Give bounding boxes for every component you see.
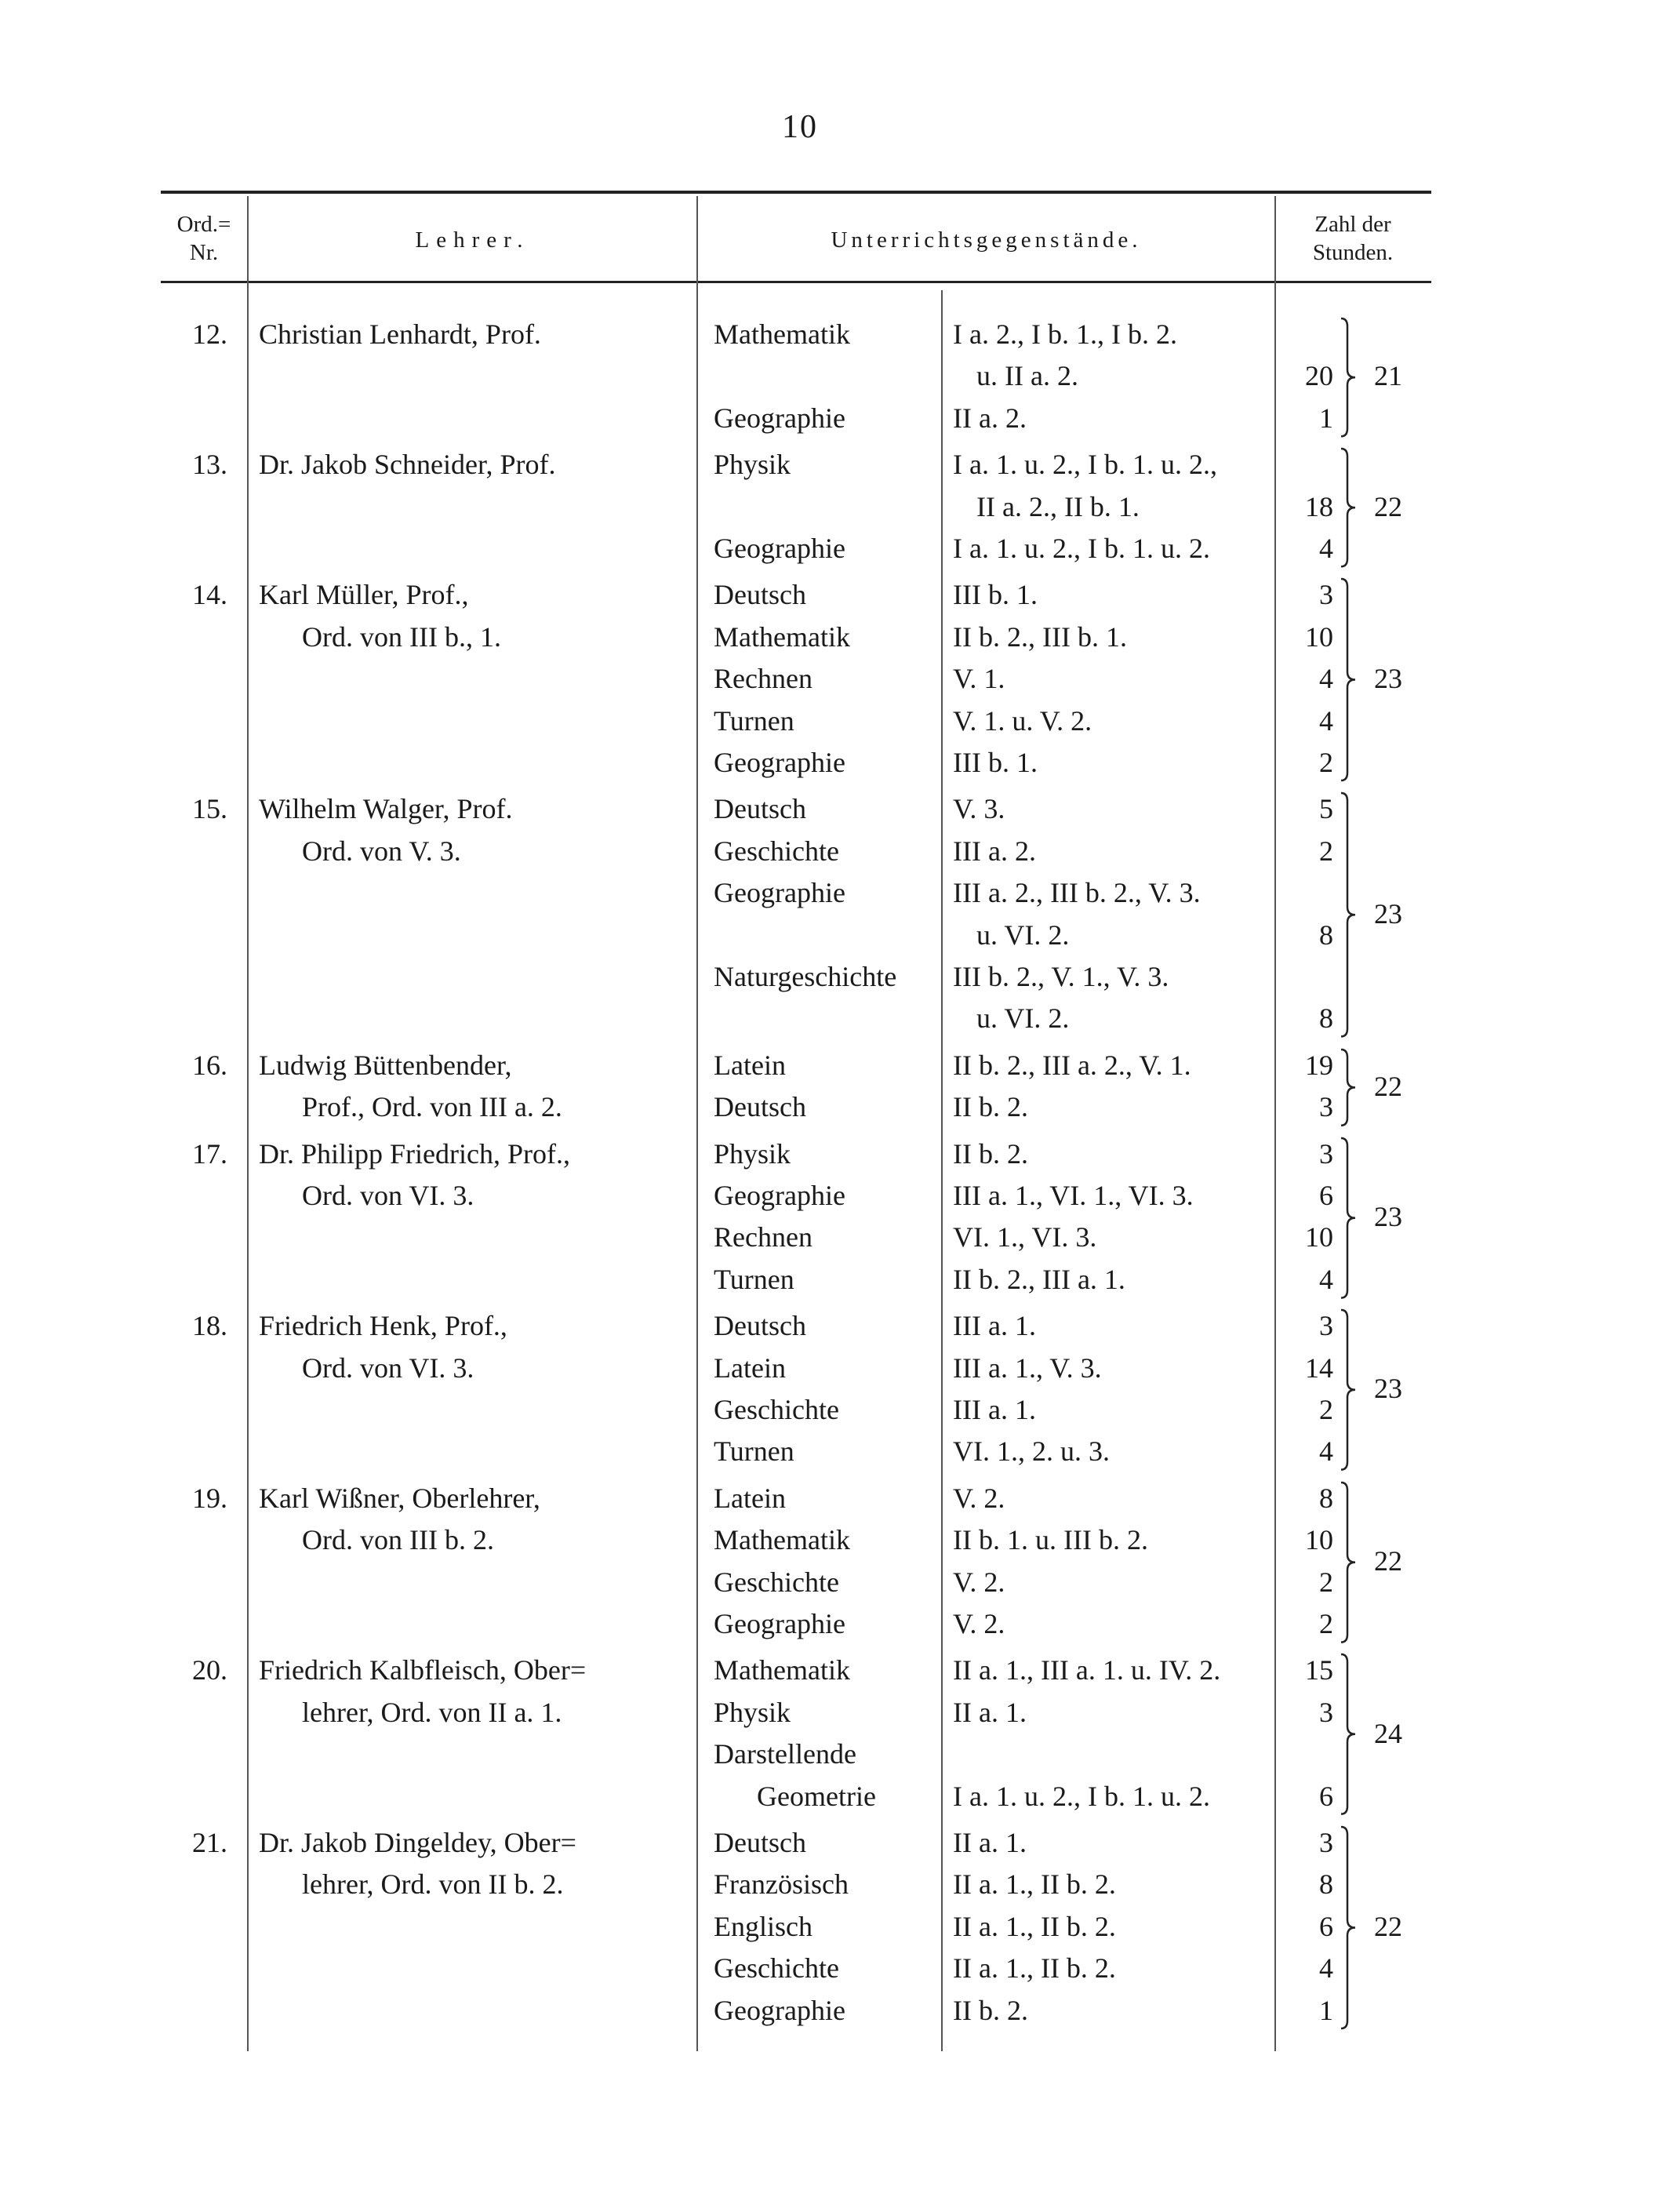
class-list: II b. 2., III a. 2., V. 1. [953, 1049, 1191, 1081]
hours-value: 6 [1319, 1910, 1333, 1942]
class-list: II a. 1., II b. 2. [953, 1910, 1116, 1942]
entry-number: 16. [192, 1049, 227, 1081]
subject: Physik [714, 1696, 791, 1728]
class-list: u. VI. 2. [976, 1002, 1070, 1035]
header-teacher: Lehrer. [415, 227, 530, 253]
hours-value: 15 [1305, 1654, 1333, 1686]
hours-value: 4 [1319, 663, 1333, 695]
hours-value: 2 [1319, 1608, 1333, 1639]
class-list: III a. 1., V. 3. [953, 1352, 1102, 1384]
hours-value: 8 [1319, 1868, 1333, 1901]
class-list: III a. 2., III b. 2., V. 3. [953, 877, 1201, 909]
teacher-name-line: Friedrich Henk, Prof., [259, 1310, 507, 1342]
hours-value: 5 [1319, 793, 1333, 825]
subject: Geographie [714, 877, 845, 909]
teacher-name-line: Ludwig Büttenbender, [259, 1049, 512, 1081]
class-list: II b. 2. [953, 1994, 1028, 2026]
class-list: I a. 1. u. 2., I b. 1. u. 2. [953, 533, 1210, 564]
brace-icon [1340, 447, 1357, 568]
header-ord-nr [165, 210, 243, 267]
hours-value: 3 [1319, 1696, 1333, 1728]
teacher-name-line: Dr. Jakob Dingeldey, Ober= [259, 1827, 576, 1858]
table-top-rule [161, 191, 1431, 194]
header-subjects: Unterrichtsgegenstände. [831, 227, 1142, 253]
subject: Mathematik [714, 620, 850, 653]
class-list: III a. 2. [953, 835, 1036, 867]
hours-value: 4 [1319, 1952, 1333, 1985]
class-list: I a. 1. u. 2., I b. 1. u. 2., [953, 449, 1217, 481]
subject: Deutsch [714, 1827, 806, 1858]
class-list: V. 3. [953, 793, 1005, 825]
hours-value: 2 [1319, 835, 1333, 867]
hours-value: 4 [1319, 1435, 1333, 1468]
subject: Physik [714, 449, 791, 481]
class-list: V. 2. [953, 1482, 1005, 1514]
total-hours: 23 [1374, 1373, 1402, 1405]
brace-icon [1340, 1653, 1357, 1816]
entry-number: 20. [192, 1654, 227, 1686]
teacher-name-line: Dr. Jakob Schneider, Prof. [259, 449, 556, 481]
class-list: u. VI. 2. [976, 919, 1070, 951]
class-list: V. 2. [953, 1608, 1005, 1639]
subject: Mathematik [714, 318, 850, 350]
hours-value: 10 [1305, 1524, 1333, 1556]
subject: Turnen [714, 1435, 794, 1468]
subject: Geometrie [757, 1780, 876, 1812]
class-list: III a. 1. [953, 1310, 1036, 1342]
total-hours: 22 [1374, 1910, 1402, 1942]
total-hours: 23 [1374, 1200, 1402, 1232]
class-list: II a. 1., II b. 2. [953, 1952, 1116, 1985]
entry-number: 12. [192, 318, 227, 350]
column-divider-hours [1274, 196, 1276, 2051]
class-list: II b. 2., III a. 1. [953, 1263, 1125, 1295]
total-hours: 24 [1374, 1717, 1402, 1749]
subject: Latein [714, 1482, 786, 1514]
subject: Geschichte [714, 1394, 839, 1425]
hours-value: 10 [1305, 1221, 1333, 1253]
class-list: III a. 1. [953, 1394, 1036, 1425]
class-list: II b. 1. u. III b. 2. [953, 1524, 1148, 1556]
brace-icon [1340, 1137, 1357, 1300]
class-list: II b. 2. [953, 1091, 1028, 1123]
subject: Geographie [714, 1180, 845, 1211]
class-list: III a. 1., VI. 1., VI. 3. [953, 1180, 1194, 1211]
teacher-name-line: Ord. von III b., 1. [302, 620, 501, 653]
hours-value: 6 [1319, 1180, 1333, 1211]
header-ord-line1: Ord.= [176, 212, 231, 237]
subject: Darstellende [714, 1738, 856, 1770]
teacher-name-line: Dr. Philipp Friedrich, Prof., [259, 1137, 570, 1170]
header-hours-line2: Stunden. [1312, 240, 1394, 265]
hours-value: 3 [1319, 1091, 1333, 1123]
entry-number: 15. [192, 793, 227, 825]
hours-value: 18 [1305, 490, 1333, 522]
hours-value: 8 [1319, 919, 1333, 951]
class-list: II a. 1., II b. 2. [953, 1868, 1116, 1901]
total-hours: 21 [1374, 360, 1402, 392]
hours-value: 8 [1319, 1482, 1333, 1514]
hours-value: 2 [1319, 1566, 1333, 1598]
subject: Mathematik [714, 1524, 850, 1556]
teacher-name-line: Wilhelm Walger, Prof. [259, 793, 513, 825]
class-list: III b. 1. [953, 579, 1038, 611]
brace-icon [1340, 317, 1357, 438]
teacher-name-line: Friedrich Kalbfleisch, Ober= [259, 1654, 587, 1686]
column-divider-subjects [941, 290, 943, 2051]
teacher-name-line: lehrer, Ord. von II b. 2. [302, 1868, 564, 1901]
teacher-name-line: Ord. von III b. 2. [302, 1524, 494, 1556]
class-list: II a. 1. [953, 1696, 1027, 1728]
hours-value: 3 [1319, 579, 1333, 611]
subject: Mathematik [714, 1654, 850, 1686]
hours-value: 3 [1319, 1137, 1333, 1170]
class-list: II a. 2., II b. 1. [976, 490, 1140, 522]
class-list: V. 2. [953, 1566, 1005, 1598]
teacher-name-line: Christian Lenhardt, Prof. [259, 318, 541, 350]
teacher-name-line: lehrer, Ord. von II a. 1. [302, 1696, 562, 1728]
entry-number: 18. [192, 1310, 227, 1342]
subject: Geschichte [714, 835, 839, 867]
brace-icon [1340, 1825, 1357, 2030]
hours-value: 6 [1319, 1780, 1333, 1812]
entry-number: 19. [192, 1482, 227, 1514]
subject: Deutsch [714, 1091, 806, 1123]
subject: Deutsch [714, 793, 806, 825]
subject: Deutsch [714, 579, 806, 611]
teacher-name-line: Ord. von VI. 3. [302, 1180, 474, 1211]
hours-value: 4 [1319, 533, 1333, 564]
hours-value: 19 [1305, 1049, 1333, 1081]
subject: Latein [714, 1352, 786, 1384]
teacher-name-line: Ord. von VI. 3. [302, 1352, 474, 1384]
entry-number: 17. [192, 1137, 227, 1170]
class-list: II b. 2., III b. 1. [953, 620, 1127, 653]
hours-value: 2 [1319, 1394, 1333, 1425]
class-list: II b. 2. [953, 1137, 1028, 1170]
subject: Geschichte [714, 1952, 839, 1985]
teacher-name-line: Karl Wißner, Oberlehrer, [259, 1482, 540, 1514]
column-divider-teacher [696, 196, 698, 2051]
total-hours: 22 [1374, 1070, 1402, 1102]
hours-value: 4 [1319, 704, 1333, 737]
hours-value: 20 [1305, 360, 1333, 392]
subject: Englisch [714, 1910, 813, 1942]
subject: Französisch [714, 1868, 849, 1901]
brace-icon [1340, 1308, 1357, 1472]
class-list: II a. 1. [953, 1827, 1027, 1858]
header-bottom-rule [161, 281, 1431, 283]
subject: Geographie [714, 533, 845, 564]
class-list: V. 1. u. V. 2. [953, 704, 1092, 737]
hours-value: 1 [1319, 402, 1333, 434]
subject: Geographie [714, 1994, 845, 2026]
header-ord-line2: Nr. [189, 240, 219, 265]
class-list: II a. 1., III a. 1. u. IV. 2. [953, 1654, 1221, 1686]
class-list: VI. 1., 2. u. 3. [953, 1435, 1110, 1468]
header-hours-line1: Zahl der [1314, 212, 1391, 237]
subject: Physik [714, 1137, 791, 1170]
class-list: u. II a. 2. [976, 360, 1078, 392]
subject: Rechnen [714, 1221, 813, 1253]
class-list: VI. 1., VI. 3. [953, 1221, 1097, 1253]
class-list: I a. 1. u. 2., I b. 1. u. 2. [953, 1780, 1210, 1812]
teacher-name-line: Karl Müller, Prof., [259, 579, 469, 611]
hours-value: 2 [1319, 747, 1333, 778]
brace-icon [1340, 1481, 1357, 1644]
subject: Geographie [714, 747, 845, 778]
subject: Geographie [714, 402, 845, 434]
total-hours: 23 [1374, 897, 1402, 930]
subject: Turnen [714, 704, 794, 737]
brace-icon [1340, 577, 1357, 782]
entry-number: 14. [192, 579, 227, 611]
subject: Latein [714, 1049, 786, 1081]
hours-value: 4 [1319, 1263, 1333, 1295]
entry-number: 13. [192, 449, 227, 481]
hours-value: 10 [1305, 620, 1333, 653]
total-hours: 22 [1374, 1544, 1402, 1577]
entry-number: 21. [192, 1827, 227, 1858]
teacher-name-line: Ord. von V. 3. [302, 835, 461, 867]
class-list: I a. 2., I b. 1., I b. 2. [953, 318, 1177, 350]
header-hours [1278, 210, 1427, 267]
hours-value: 3 [1319, 1827, 1333, 1858]
class-list: III b. 2., V. 1., V. 3. [953, 961, 1169, 992]
class-list: V. 1. [953, 663, 1005, 695]
hours-value: 3 [1319, 1310, 1333, 1342]
hours-value: 8 [1319, 1002, 1333, 1035]
subject: Turnen [714, 1263, 794, 1295]
subject: Deutsch [714, 1310, 806, 1342]
hours-value: 14 [1305, 1352, 1333, 1384]
class-list: III b. 1. [953, 747, 1038, 778]
subject: Naturgeschichte [714, 961, 897, 992]
subject: Geographie [714, 1608, 845, 1639]
subject: Rechnen [714, 663, 813, 695]
class-list: II a. 2. [953, 402, 1027, 434]
teacher-name-line: Prof., Ord. von III a. 2. [302, 1091, 562, 1123]
total-hours: 22 [1374, 490, 1402, 522]
page-number: 10 [782, 109, 818, 145]
brace-icon [1340, 1048, 1357, 1127]
total-hours: 23 [1374, 663, 1402, 695]
brace-icon [1340, 791, 1357, 1038]
column-divider-ord [247, 196, 249, 2051]
subject: Geschichte [714, 1566, 839, 1598]
hours-value: 1 [1319, 1994, 1333, 2026]
